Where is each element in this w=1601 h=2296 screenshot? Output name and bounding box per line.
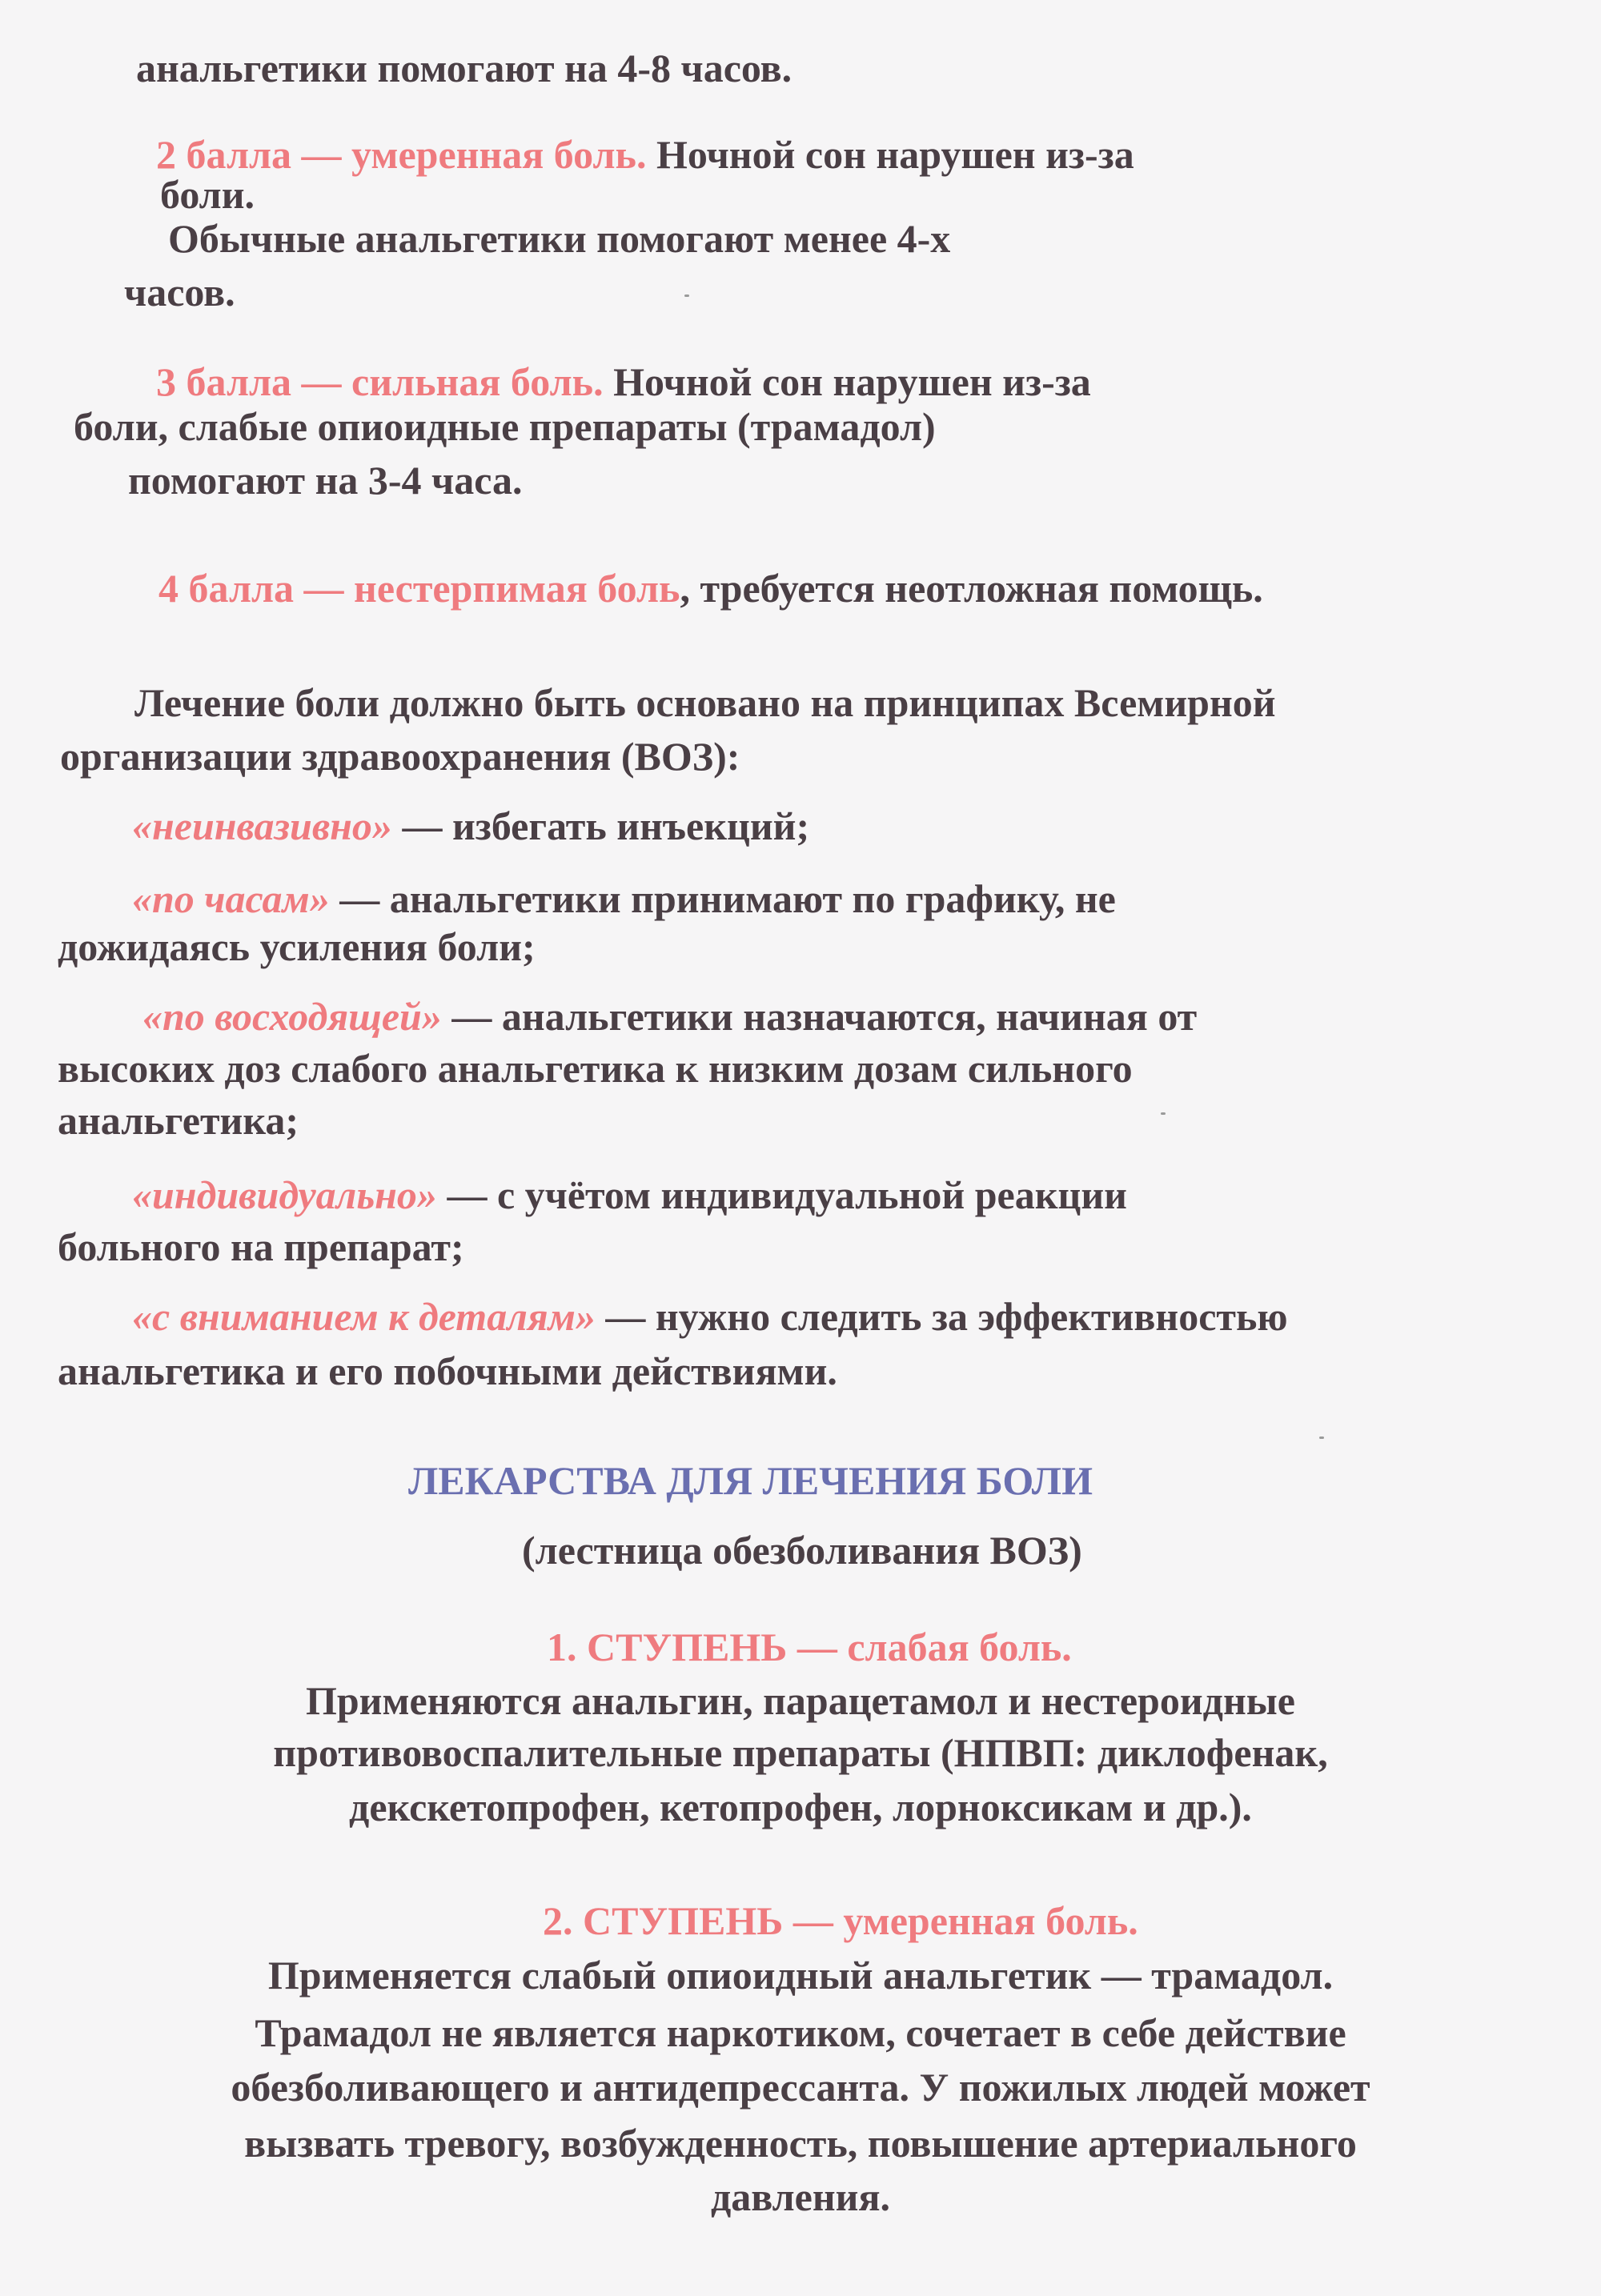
principle-5-text-b: анальгетика и его побочными действиями. (58, 1348, 837, 1393)
step2-title: 2. СТУПЕНЬ — умеренная боль. (543, 1898, 1138, 1943)
step2-line-b: Трамадол не является наркотиком, сочетает в себе действие (255, 2010, 1346, 2055)
score2-text-d: часов. (124, 270, 235, 315)
score3-text-c: помогают на 3-4 часа. (128, 458, 523, 503)
step1-line-c: декскетопрофен, кетопрофен, лорноксикам и др.). (349, 1785, 1252, 1829)
principle-3-text-b: высоких доз слабого анальгетика к низким дозам сильного (58, 1046, 1133, 1091)
score3-text-a: Ночной сон нарушен из-за (603, 359, 1091, 404)
principles-intro-a: Лечение боли должно быть основано на принципах Всемирной (134, 680, 1276, 725)
principle-3-text: — анальгетики назначаются, начиная от (441, 994, 1198, 1039)
principle-4-key: «индивидуально» (132, 1172, 437, 1217)
step2-line-a: Применяется слабый опиоидный анальгетик — трамадол. (267, 1953, 1334, 1997)
principle-3-text-c: анальгетика; (58, 1098, 299, 1143)
principle-1 (132, 802, 809, 850)
step1-title: 1. СТУПЕНЬ — слабая боль. (547, 1625, 1072, 1669)
principles-intro-b: организации здравоохранения (ВОЗ): (60, 734, 740, 779)
step2-line-e: давления. (710, 2174, 891, 2219)
principle-1-text: — избегать инъекций; (391, 803, 810, 848)
top-line: анальгетики помогают на 4-8 часов. (136, 46, 792, 90)
principle-5-key: «с вниманием к деталям» (132, 1294, 596, 1339)
step1-line-a: Применяются анальгин, парацетамол и нестероидные (305, 1678, 1296, 1723)
scan-smudge (1161, 1112, 1166, 1115)
score2-title: 2 балла — умеренная боль. (156, 132, 647, 177)
scan-smudge (684, 295, 689, 297)
drugs-subheading: (лестница обезболивания ВОЗ) (522, 1528, 1082, 1573)
principle-2-text: — анальгетики принимают по графику, не (329, 876, 1116, 921)
step2-line-d: вызвать тревогу, возбужденность, повышение артериального (244, 2121, 1357, 2166)
principle-1-key: «неинвазивно» (132, 803, 392, 848)
score3-title: 3 балла — сильная боль. (156, 359, 604, 404)
principle-3 (142, 992, 1197, 1040)
principle-2-key: «по часам» (132, 876, 330, 921)
score2-line1 (156, 130, 1134, 178)
score4-text-a: , требуется неотложная помощь. (680, 566, 1263, 611)
score2-text-b: боли. (160, 172, 255, 217)
scan-smudge (1319, 1437, 1324, 1439)
score4-title: 4 балла — нестерпимая боль (158, 566, 680, 611)
principle-3-key: «по восходящей» (142, 994, 442, 1039)
step1-line-b: противовоспалительные препараты (НПВП: диклофенак, (273, 1730, 1328, 1775)
score2-text-c: Обычные анальгетики помогают менее 4-х (168, 216, 951, 261)
score2-text-a: Ночной сон нарушен из-за (646, 132, 1134, 177)
principle-4-text: — с учётом индивидуальной реакции (436, 1172, 1127, 1217)
principle-5 (132, 1292, 1288, 1340)
step2-line-c: обезболивающего и антидепрессанта. У пожилых людей может (231, 2065, 1370, 2110)
principle-4-text-b: больного на препарат; (58, 1224, 464, 1269)
score3-text-b: боли, слабые опиоидные препараты (трамадол) (74, 404, 936, 449)
score3-line1 (156, 358, 1091, 406)
principle-4 (132, 1171, 1127, 1219)
principle-2-text-b: дожидаясь усиления боли; (58, 924, 536, 969)
principle-2 (132, 875, 1116, 923)
principle-5-text: — нужно следить за эффективностью (595, 1294, 1288, 1339)
score4-line (158, 564, 1263, 612)
drugs-heading: ЛЕКАРСТВА ДЛЯ ЛЕЧЕНИЯ БОЛИ (408, 1458, 1093, 1503)
